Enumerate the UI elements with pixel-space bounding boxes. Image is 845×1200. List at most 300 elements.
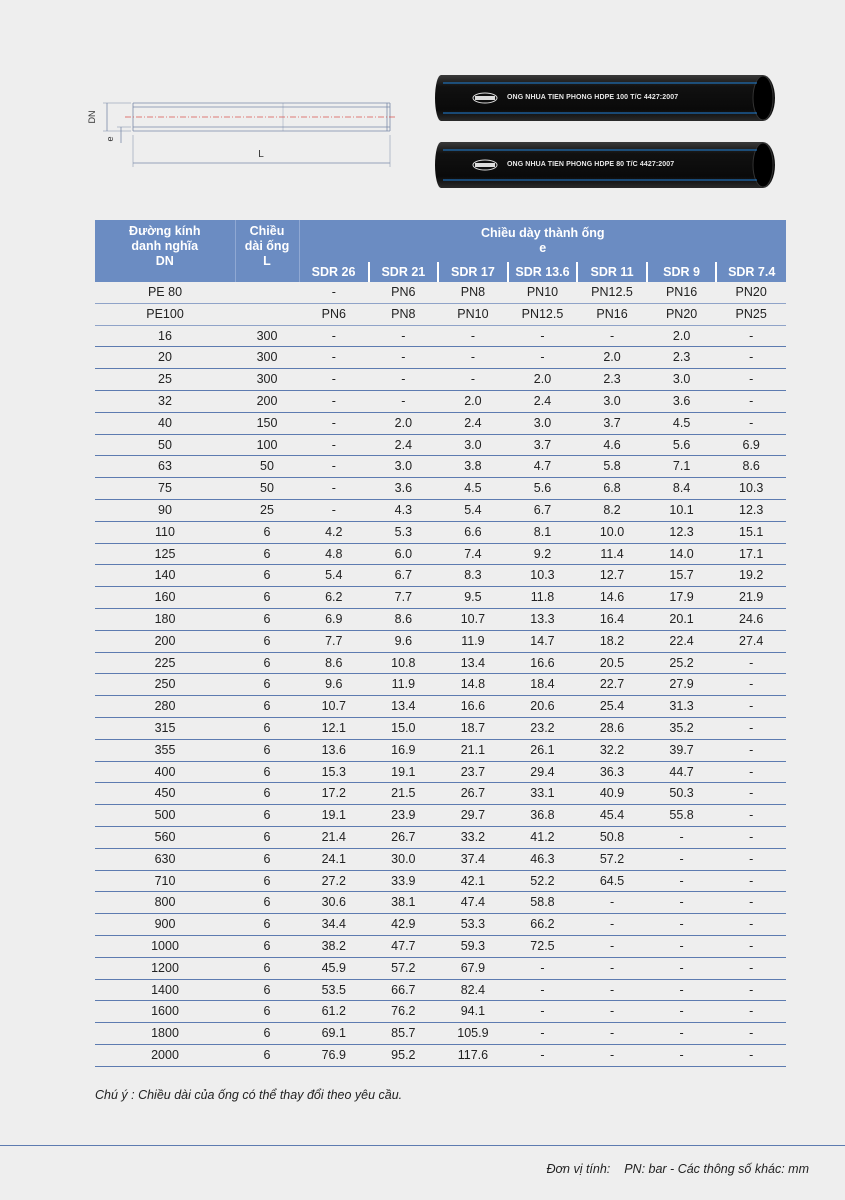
cell-thickness: -	[299, 478, 369, 500]
table-row	[95, 979, 786, 1001]
cell-thickness: -	[508, 1044, 578, 1066]
cell-thickness: 27.9	[647, 674, 717, 696]
cell-diameter: 110	[95, 521, 235, 543]
cell-thickness: -	[716, 935, 786, 957]
cell-thickness: 8.6	[369, 608, 439, 630]
cell-thickness: 76.9	[299, 1044, 369, 1066]
table-row	[95, 783, 786, 805]
unit-text: PN: bar - Các thông số khác: mm	[624, 1162, 809, 1176]
cell-thickness: 19.1	[299, 805, 369, 827]
cell-thickness: -	[716, 783, 786, 805]
cell-thickness: 16.4	[577, 608, 647, 630]
cell-thickness: 17.1	[716, 543, 786, 565]
cell-thickness: -	[438, 325, 508, 347]
table-row	[95, 608, 786, 630]
header-wall-thickness: Chiều dày thành ống e	[299, 220, 786, 262]
drawing-label-e: e	[105, 136, 115, 142]
cell-length: 6	[235, 674, 299, 696]
cell-thickness: 42.1	[438, 870, 508, 892]
cell-thickness: 23.9	[369, 805, 439, 827]
cell-length: 300	[235, 347, 299, 369]
table-row	[95, 347, 786, 369]
cell-thickness: 21.1	[438, 739, 508, 761]
cell-thickness: 5.8	[577, 456, 647, 478]
cell-thickness: 55.8	[647, 805, 717, 827]
cell-thickness: -	[716, 1001, 786, 1023]
cell-diameter: 200	[95, 630, 235, 652]
drawing-label-dn: DN	[87, 110, 97, 124]
cell-thickness: 8.6	[716, 456, 786, 478]
cell-thickness: -	[508, 979, 578, 1001]
cell-thickness: -	[716, 892, 786, 914]
cell-thickness: 105.9	[438, 1023, 508, 1045]
cell-thickness: 3.0	[647, 369, 717, 391]
pipe-marking-text: ONG NHUA TIEN PHONG HDPE 80 T/C 4427:2007	[507, 161, 675, 168]
cell-thickness: 2.0	[438, 390, 508, 412]
cell-thickness: 7.1	[647, 456, 717, 478]
cell-diameter: 355	[95, 739, 235, 761]
cell-thickness: 10.7	[299, 696, 369, 718]
cell-thickness: 2.0	[647, 325, 717, 347]
cell-thickness: 12.7	[577, 565, 647, 587]
cell-thickness: -	[299, 434, 369, 456]
cell-thickness: -	[647, 979, 717, 1001]
cell-thickness: 38.1	[369, 892, 439, 914]
cell-length: 6	[235, 652, 299, 674]
cell-length: 6	[235, 892, 299, 914]
cell-thickness: 24.6	[716, 608, 786, 630]
cell-thickness: -	[299, 412, 369, 434]
cell-thickness: 12.3	[716, 499, 786, 521]
cell-thickness: 18.7	[438, 717, 508, 739]
cell-diameter: 16	[95, 325, 235, 347]
cell-diameter: 1800	[95, 1023, 235, 1045]
cell-thickness: 3.7	[577, 412, 647, 434]
cell-thickness: 34.4	[299, 914, 369, 936]
cell-thickness: 50.3	[647, 783, 717, 805]
cell-diameter: 125	[95, 543, 235, 565]
cell-length: 6	[235, 935, 299, 957]
cell-thickness: 14.8	[438, 674, 508, 696]
cell-thickness: 21.5	[369, 783, 439, 805]
table-row	[95, 456, 786, 478]
table-row	[95, 892, 786, 914]
cell-thickness: 6.7	[369, 565, 439, 587]
table-row	[95, 1001, 786, 1023]
cell-thickness: 53.5	[299, 979, 369, 1001]
cell-diameter: 20	[95, 347, 235, 369]
cell-diameter: PE100	[95, 303, 235, 325]
wall-thickness-table	[95, 220, 786, 1067]
cell-thickness: 20.5	[577, 652, 647, 674]
table-row	[95, 630, 786, 652]
cell-thickness: 46.3	[508, 848, 578, 870]
cell-thickness: 39.7	[647, 739, 717, 761]
cell-thickness: 8.6	[299, 652, 369, 674]
cell-thickness: -	[577, 935, 647, 957]
cell-thickness: PN8	[438, 282, 508, 303]
cell-thickness: -	[299, 325, 369, 347]
cell-thickness: -	[716, 979, 786, 1001]
cell-thickness: 41.2	[508, 826, 578, 848]
cell-thickness: -	[647, 892, 717, 914]
cell-length: 6	[235, 957, 299, 979]
cell-thickness: 16.6	[438, 696, 508, 718]
cell-thickness: 31.3	[647, 696, 717, 718]
cell-thickness: -	[299, 282, 369, 303]
table-row	[95, 826, 786, 848]
cell-thickness: 23.7	[438, 761, 508, 783]
cell-thickness: 2.4	[438, 412, 508, 434]
cell-thickness: PN6	[299, 303, 369, 325]
cell-thickness: 30.0	[369, 848, 439, 870]
cell-thickness: 2.3	[577, 369, 647, 391]
cell-diameter: 2000	[95, 1044, 235, 1066]
cell-diameter: 1400	[95, 979, 235, 1001]
cell-thickness: -	[716, 696, 786, 718]
cell-thickness: -	[299, 369, 369, 391]
cell-thickness: -	[716, 652, 786, 674]
cell-thickness: -	[299, 499, 369, 521]
cell-thickness: 47.4	[438, 892, 508, 914]
header-sdr: SDR 17	[438, 262, 508, 282]
cell-thickness: -	[647, 957, 717, 979]
header-pipe-length: Chiều dài ống L	[235, 220, 299, 282]
cell-thickness: 15.3	[299, 761, 369, 783]
cell-thickness: -	[647, 848, 717, 870]
cell-thickness: 16.6	[508, 652, 578, 674]
cell-thickness: 42.9	[369, 914, 439, 936]
cell-thickness: 15.7	[647, 565, 717, 587]
cell-thickness: -	[508, 347, 578, 369]
cell-thickness: PN6	[369, 282, 439, 303]
cell-thickness: 36.8	[508, 805, 578, 827]
cell-thickness: -	[716, 914, 786, 936]
cell-thickness: 2.4	[508, 390, 578, 412]
cell-thickness: 6.0	[369, 543, 439, 565]
cell-length: 300	[235, 325, 299, 347]
cell-thickness: 5.6	[647, 434, 717, 456]
cell-thickness: -	[508, 957, 578, 979]
table-row	[95, 761, 786, 783]
cell-length	[235, 303, 299, 325]
table-row	[95, 282, 786, 303]
cell-thickness: -	[438, 369, 508, 391]
cell-thickness: 7.7	[369, 587, 439, 609]
cell-thickness: 24.1	[299, 848, 369, 870]
header-nominal-diameter: Đường kính danh nghĩa DN	[95, 220, 235, 282]
header-sdr: SDR 11	[577, 262, 647, 282]
pipe-photo-hdpe100	[435, 73, 775, 123]
cell-thickness: PN16	[647, 282, 717, 303]
cell-diameter: 450	[95, 783, 235, 805]
cell-thickness: 2.4	[369, 434, 439, 456]
cell-length: 6	[235, 1001, 299, 1023]
cell-thickness: 4.8	[299, 543, 369, 565]
cell-thickness: 8.3	[438, 565, 508, 587]
cell-thickness: 21.4	[299, 826, 369, 848]
cell-thickness: -	[647, 914, 717, 936]
table-row	[95, 478, 786, 500]
cell-length: 6	[235, 608, 299, 630]
cell-thickness: 22.4	[647, 630, 717, 652]
pipe-dimension-drawing	[85, 95, 405, 175]
header-sdr: SDR 13.6	[508, 262, 578, 282]
cell-thickness: 7.4	[438, 543, 508, 565]
cell-thickness: -	[716, 369, 786, 391]
cell-diameter: 400	[95, 761, 235, 783]
cell-thickness: 13.3	[508, 608, 578, 630]
cell-thickness: -	[577, 1044, 647, 1066]
cell-thickness: 117.6	[438, 1044, 508, 1066]
cell-thickness: -	[716, 390, 786, 412]
cell-thickness: -	[647, 1001, 717, 1023]
cell-thickness: 3.0	[508, 412, 578, 434]
cell-thickness: 25.2	[647, 652, 717, 674]
cell-thickness: -	[369, 347, 439, 369]
cell-diameter: 32	[95, 390, 235, 412]
cell-thickness: 4.5	[438, 478, 508, 500]
cell-thickness: 19.2	[716, 565, 786, 587]
cell-thickness: 57.2	[369, 957, 439, 979]
cell-length: 6	[235, 739, 299, 761]
cell-thickness: 8.4	[647, 478, 717, 500]
cell-diameter: 180	[95, 608, 235, 630]
cell-thickness: 20.1	[647, 608, 717, 630]
cell-thickness: 17.9	[647, 587, 717, 609]
cell-thickness: PN16	[577, 303, 647, 325]
table-row	[95, 957, 786, 979]
cell-thickness: 29.4	[508, 761, 578, 783]
cell-thickness: 18.4	[508, 674, 578, 696]
cell-length: 6	[235, 630, 299, 652]
cell-thickness: 58.8	[508, 892, 578, 914]
cell-thickness: 17.2	[299, 783, 369, 805]
cell-thickness: 13.4	[438, 652, 508, 674]
cell-thickness: PN10	[438, 303, 508, 325]
cell-diameter: 140	[95, 565, 235, 587]
cell-thickness: -	[716, 957, 786, 979]
cell-thickness: PN25	[716, 303, 786, 325]
table-row	[95, 739, 786, 761]
table-row	[95, 412, 786, 434]
cell-thickness: -	[716, 1023, 786, 1045]
cell-length: 6	[235, 1023, 299, 1045]
cell-thickness: 37.4	[438, 848, 508, 870]
cell-thickness: 10.3	[508, 565, 578, 587]
table-row	[95, 935, 786, 957]
cell-thickness: 15.0	[369, 717, 439, 739]
cell-thickness: -	[716, 870, 786, 892]
table-row	[95, 521, 786, 543]
cell-thickness: -	[716, 412, 786, 434]
cell-length: 50	[235, 478, 299, 500]
cell-thickness: 4.2	[299, 521, 369, 543]
cell-thickness: 19.1	[369, 761, 439, 783]
cell-thickness: 11.8	[508, 587, 578, 609]
cell-thickness: 10.8	[369, 652, 439, 674]
cell-length: 50	[235, 456, 299, 478]
cell-thickness: -	[716, 347, 786, 369]
cell-diameter: 250	[95, 674, 235, 696]
header-sdr: SDR 21	[369, 262, 439, 282]
cell-length: 6	[235, 914, 299, 936]
cell-thickness: -	[577, 914, 647, 936]
cell-diameter: 63	[95, 456, 235, 478]
cell-thickness: 12.3	[647, 521, 717, 543]
cell-thickness: PN20	[647, 303, 717, 325]
cell-diameter: 280	[95, 696, 235, 718]
cell-thickness: PN10	[508, 282, 578, 303]
cell-thickness: 4.7	[508, 456, 578, 478]
cell-thickness: 7.7	[299, 630, 369, 652]
cell-diameter: 75	[95, 478, 235, 500]
cell-thickness: 2.0	[508, 369, 578, 391]
cell-thickness: -	[369, 325, 439, 347]
cell-thickness: 35.2	[647, 717, 717, 739]
table-row	[95, 390, 786, 412]
table-row	[95, 674, 786, 696]
cell-diameter: 50	[95, 434, 235, 456]
cell-thickness: 59.3	[438, 935, 508, 957]
cell-thickness: -	[299, 390, 369, 412]
cell-thickness: 45.9	[299, 957, 369, 979]
cell-length: 100	[235, 434, 299, 456]
cell-thickness: 27.4	[716, 630, 786, 652]
table-body	[95, 282, 786, 1066]
cell-thickness: -	[716, 848, 786, 870]
cell-thickness: -	[577, 325, 647, 347]
cell-thickness: 53.3	[438, 914, 508, 936]
cell-thickness: 15.1	[716, 521, 786, 543]
cell-thickness: 29.7	[438, 805, 508, 827]
cell-thickness: 14.6	[577, 587, 647, 609]
cell-thickness: -	[577, 979, 647, 1001]
cell-thickness: 47.7	[369, 935, 439, 957]
cell-thickness: 6.6	[438, 521, 508, 543]
table-row	[95, 870, 786, 892]
table-row	[95, 914, 786, 936]
cell-length: 6	[235, 696, 299, 718]
cell-length: 6	[235, 717, 299, 739]
cell-thickness: 5.3	[369, 521, 439, 543]
cell-thickness: 25.4	[577, 696, 647, 718]
cell-thickness: 45.4	[577, 805, 647, 827]
cell-thickness: 82.4	[438, 979, 508, 1001]
cell-thickness: 2.3	[647, 347, 717, 369]
cell-thickness: 33.2	[438, 826, 508, 848]
cell-thickness: -	[299, 347, 369, 369]
cell-thickness: 8.2	[577, 499, 647, 521]
cell-thickness: 3.0	[438, 434, 508, 456]
cell-diameter: 900	[95, 914, 235, 936]
cell-length: 6	[235, 761, 299, 783]
cell-length: 300	[235, 369, 299, 391]
cell-thickness: 6.9	[716, 434, 786, 456]
cell-thickness: 57.2	[577, 848, 647, 870]
cell-thickness: -	[716, 761, 786, 783]
table-row	[95, 565, 786, 587]
cell-thickness: -	[716, 805, 786, 827]
cell-length: 6	[235, 521, 299, 543]
cell-thickness: 28.6	[577, 717, 647, 739]
pipe-marking-text: ONG NHUA TIEN PHONG HDPE 100 T/C 4427:2007	[507, 94, 679, 101]
cell-thickness: PN12.5	[508, 303, 578, 325]
cell-thickness: -	[508, 325, 578, 347]
table-row	[95, 805, 786, 827]
cell-thickness: 12.1	[299, 717, 369, 739]
cell-thickness: -	[716, 1044, 786, 1066]
cell-thickness: 38.2	[299, 935, 369, 957]
cell-thickness: 2.0	[369, 412, 439, 434]
table-row	[95, 587, 786, 609]
table-row	[95, 543, 786, 565]
cell-diameter: 40	[95, 412, 235, 434]
table-row	[95, 1023, 786, 1045]
cell-thickness: 9.5	[438, 587, 508, 609]
cell-thickness: 5.4	[299, 565, 369, 587]
header-sdr: SDR 7.4	[716, 262, 786, 282]
cell-length: 25	[235, 499, 299, 521]
cell-thickness: 32.2	[577, 739, 647, 761]
cell-diameter: 25	[95, 369, 235, 391]
cell-length: 150	[235, 412, 299, 434]
cell-thickness: 8.1	[508, 521, 578, 543]
cell-thickness: -	[716, 739, 786, 761]
table-row	[95, 652, 786, 674]
cell-thickness: 10.0	[577, 521, 647, 543]
cell-length: 6	[235, 783, 299, 805]
table-row	[95, 1044, 786, 1066]
unit-label: Đơn vị tính:	[546, 1162, 611, 1176]
footer-divider	[0, 1145, 845, 1146]
cell-thickness: -	[716, 325, 786, 347]
cell-thickness: 11.4	[577, 543, 647, 565]
cell-length: 200	[235, 390, 299, 412]
cell-thickness: 5.6	[508, 478, 578, 500]
cell-thickness: -	[647, 1023, 717, 1045]
cell-thickness: 33.9	[369, 870, 439, 892]
cell-thickness: 3.0	[369, 456, 439, 478]
cell-thickness: 95.2	[369, 1044, 439, 1066]
cell-thickness: 76.2	[369, 1001, 439, 1023]
cell-thickness: 10.3	[716, 478, 786, 500]
cell-diameter: 1000	[95, 935, 235, 957]
cell-thickness: -	[647, 1044, 717, 1066]
table-row	[95, 434, 786, 456]
cell-diameter: 90	[95, 499, 235, 521]
cell-thickness: 61.2	[299, 1001, 369, 1023]
cell-thickness: -	[369, 369, 439, 391]
cell-thickness: 94.1	[438, 1001, 508, 1023]
cell-length: 6	[235, 565, 299, 587]
cell-thickness: 11.9	[369, 674, 439, 696]
cell-length	[235, 282, 299, 303]
cell-diameter: 315	[95, 717, 235, 739]
cell-thickness: 26.7	[438, 783, 508, 805]
cell-thickness: 44.7	[647, 761, 717, 783]
cell-thickness: 16.9	[369, 739, 439, 761]
cell-thickness: 4.5	[647, 412, 717, 434]
cell-thickness: 11.9	[438, 630, 508, 652]
cell-thickness: 85.7	[369, 1023, 439, 1045]
cell-thickness: 3.7	[508, 434, 578, 456]
header-sdr: SDR 26	[299, 262, 369, 282]
cell-thickness: 4.6	[577, 434, 647, 456]
cell-thickness: 26.1	[508, 739, 578, 761]
cell-thickness: PN20	[716, 282, 786, 303]
cell-diameter: PE 80	[95, 282, 235, 303]
